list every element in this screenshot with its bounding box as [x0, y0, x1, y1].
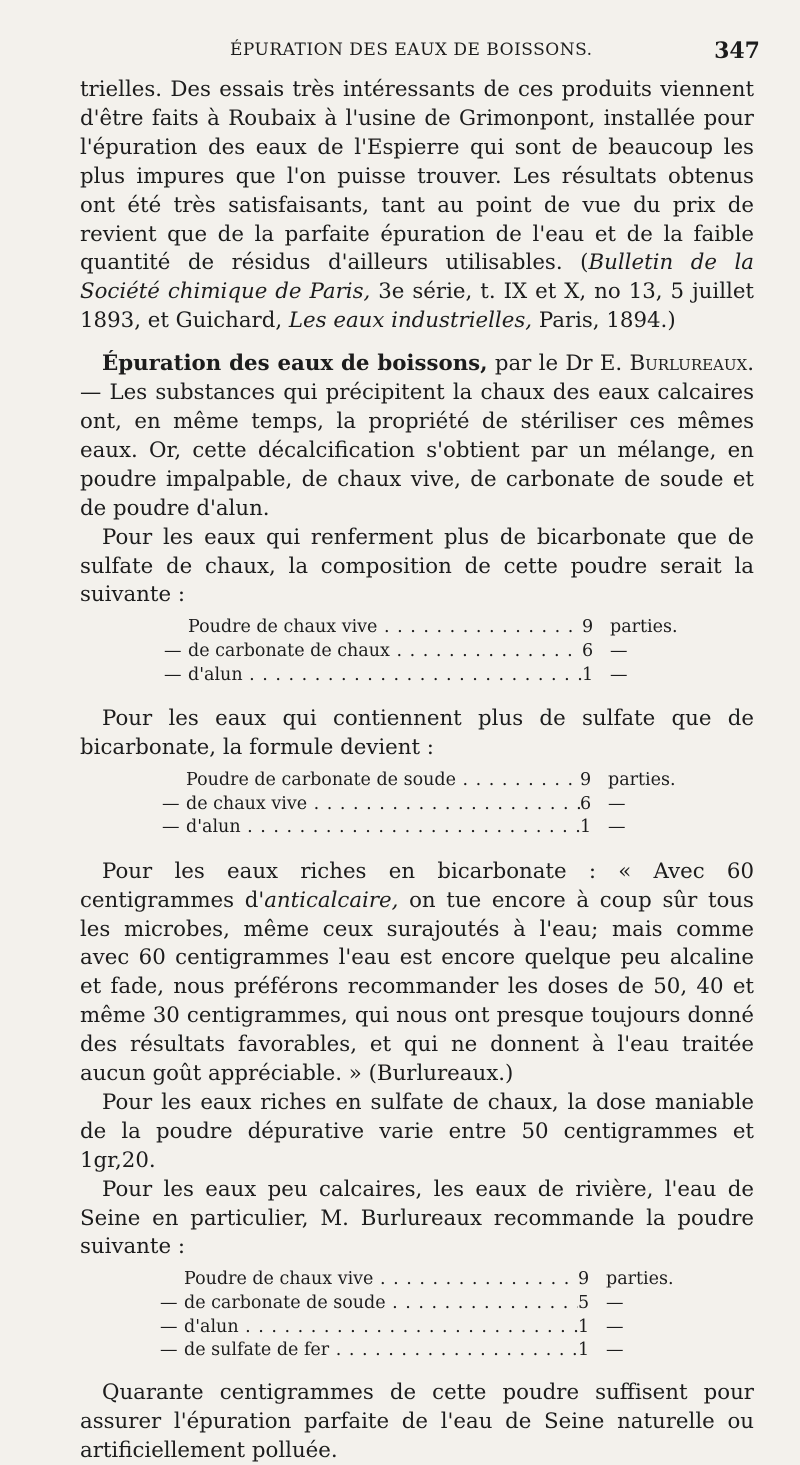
recipe-row: — d'alun . . . 1 — [148, 816, 696, 840]
recipe-row: Poudre de chaux vive . . . 9 parties. [150, 616, 698, 640]
paragraph: Quarante centigrammes de cette poudre suffisent pour assurer l'épuration parfaite de l'eau de Seine naturelle ou artificiellement polluée. [80, 1379, 754, 1463]
recipe-row: — de carbonate de soude . . . 5 — [146, 1292, 694, 1316]
paragraph: Pour les eaux peu calcaires, les eaux de rivière, l'eau de Seine en particulier, M. Burlureaux recommande la poudre suivante : [80, 1176, 754, 1260]
citation-italic: Les eaux industrielles, [288, 308, 533, 334]
paragraph: Pour les eaux qui renferment plus de bicarbonate que de sulfate de chaux, la composition de cette poudre serait la suivante : [80, 524, 754, 608]
paragraph: Pour les eaux riches en sulfate de chaux, la dose maniable de la poudre dépurative varie entre 50 centigrammes et 1gr,20. [80, 1089, 754, 1173]
recipe-row: — de carbonate de chaux . . . 6 — [150, 640, 698, 664]
page-header [80, 36, 760, 76]
page-number: 347 [714, 38, 760, 64]
recipe-row: Poudre de carbonate de soude . . . 9 parties. [148, 769, 696, 793]
citation-italic: Bulletin de la Société chimique de Paris, [80, 250, 754, 305]
section-heading: Épuration des eaux de boissons, [102, 351, 488, 377]
recipe-row: — d'alun . . . 1 — [146, 1316, 694, 1340]
running-title: ÉPURATION DES EAUX DE BOISSONS. [230, 40, 593, 60]
page-body [80, 76, 754, 1465]
paragraph: Pour les eaux riches en bicarbonate : « Avec 60 centigrammes d'anticalcaire, on tue encore à coup sûr tous les microbes, même ceux surajoutés à l'eau; mais comme avec 60 centigrammes l'eau est encore quelque peu alcaline et fade, nous préférons recommander les doses de 50, 40 et même 30 centigrammes, qui nous ont presque toujours donné des résultats favorables, et qui ne donnent à l'eau traitée aucun goût appréciable. » (Burlureaux.) [80, 858, 754, 1087]
author-name: E. Burlureaux [599, 351, 748, 377]
paragraph-continuation: trielles. Des essais très intéressants de ces produits viennent d'être faits à Roubaix à l'usine de Grimonpont, installée pour l'épuration des eaux de l'Espierre qui sont de beaucoup les plus impures que l'on puisse trouver. Les résultats obtenus ont été très satisfaisants, tant au point de vue du prix de revient que de la parfaite épuration de l'eau et de la faible quantité de résidus d'ailleurs utilisables. (Bulletin de la Société chimique de Paris, 3e série, t. IX et X, no 13, 5 juillet 1893, et Guichard, Les eaux industrielles, Paris, 1894.) [80, 77, 754, 334]
paragraph: Pour les eaux qui contiennent plus de sulfate que de bicarbonate, la formule devient : [80, 706, 754, 760]
recipe-row: — d'alun . . . 1 — [150, 664, 698, 688]
recipe-row: — de sulfate de fer . . . 1 — [146, 1339, 694, 1363]
recipe-row: — de chaux vive . . . 6 — [148, 793, 696, 817]
section-paragraph: Épuration des eaux de boissons, par le Dr E. Burlureaux. — Les substances qui précipitent la chaux des eaux calcaires ont, en même temps, la propriété de stériliser ces mêmes eaux. Or, cette décalcification s'obtient par un mélange, en poudre impalpable, de chaux vive, de carbonate de soude et de poudre d'alun. [80, 351, 754, 521]
recipe-table-3 [146, 1268, 694, 1362]
recipe-row: Poudre de chaux vive . . . 9 parties. [146, 1268, 694, 1292]
recipe-table-1 [150, 616, 698, 687]
recipe-table-2 [148, 769, 696, 840]
term-italic: anticalcaire, [264, 887, 399, 913]
